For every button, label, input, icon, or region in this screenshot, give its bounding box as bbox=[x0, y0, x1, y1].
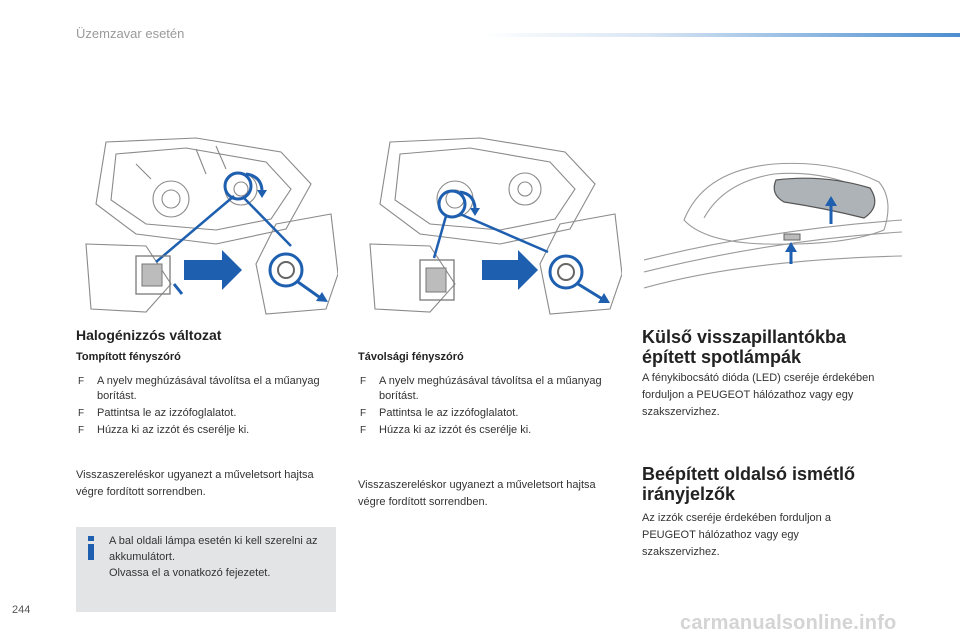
page-header-title: Üzemzavar esetén bbox=[76, 26, 185, 41]
bullet-marker: F bbox=[360, 425, 367, 436]
high-beam-reassembly-note: Visszaszereléskor ugyanezt a műveletsort hajtsa végre fordított sorrendben. bbox=[358, 479, 596, 508]
list-item: F A nyelv meghúzásával távolítsa el a műanyag borítást. bbox=[360, 375, 602, 402]
halogen-version-heading: Halogénizzós változat bbox=[76, 327, 222, 343]
info-icon bbox=[86, 536, 96, 560]
bullet-marker: F bbox=[360, 408, 367, 419]
bullet-marker: F bbox=[360, 376, 367, 387]
mirror-spotlamp-text: A fénykibocsátó dióda (LED) cseréje érdekében forduljon a PEUGEOT hálózathoz vagy egy szakszervizhez. bbox=[642, 372, 875, 418]
side-repeater-text: Az izzók cseréje érdekében forduljon a PEUGEOT hálózathoz vagy egy szakszervizhez. bbox=[642, 512, 831, 558]
mirror-spotlamp-heading: Külső visszapillantókba épített spotlámpák bbox=[642, 327, 847, 367]
bullet-marker: F bbox=[78, 425, 85, 436]
list-item: F Pattintsa le az izzófoglalatot. bbox=[78, 407, 237, 419]
low-beam-heading: Tompított fényszóró bbox=[76, 351, 181, 363]
bullet-marker: F bbox=[78, 408, 85, 419]
info-line-battery: A bal oldali lámpa esetén ki kell szerelni az akkumulátort. bbox=[109, 535, 318, 563]
header-gradient-bar bbox=[480, 33, 960, 37]
low-beam-reassembly-note: Visszaszereléskor ugyanezt a műveletsort hajtsa végre fordított sorrendben. bbox=[76, 469, 314, 498]
bullet-marker: F bbox=[78, 376, 85, 387]
list-item: F A nyelv meghúzásával távolítsa el a műanyag borítást. bbox=[78, 375, 320, 402]
high-beam-steps bbox=[358, 374, 608, 440]
mirror-spotlamp-illustration bbox=[644, 160, 904, 294]
list-item: F Pattintsa le az izzófoglalatot. bbox=[360, 407, 519, 419]
info-text bbox=[109, 533, 331, 581]
page-number: 244 bbox=[12, 604, 31, 616]
low-beam-illustration bbox=[76, 134, 338, 316]
info-line-see-chapter: Olvassa el a vonatkozó fejezetet. bbox=[109, 567, 271, 579]
high-beam-heading: Távolsági fényszóró bbox=[358, 351, 464, 363]
side-repeater-heading: Beépített oldalsó ismétlő irányjelzők bbox=[642, 464, 856, 504]
list-item: F Húzza ki az izzót és cserélje ki. bbox=[360, 424, 532, 436]
low-beam-steps bbox=[76, 374, 326, 440]
high-beam-illustration bbox=[360, 134, 622, 316]
watermark: carmanualsonline.info bbox=[680, 612, 897, 634]
list-item: F Húzza ki az izzót és cserélje ki. bbox=[78, 424, 250, 436]
info-box bbox=[76, 527, 336, 612]
